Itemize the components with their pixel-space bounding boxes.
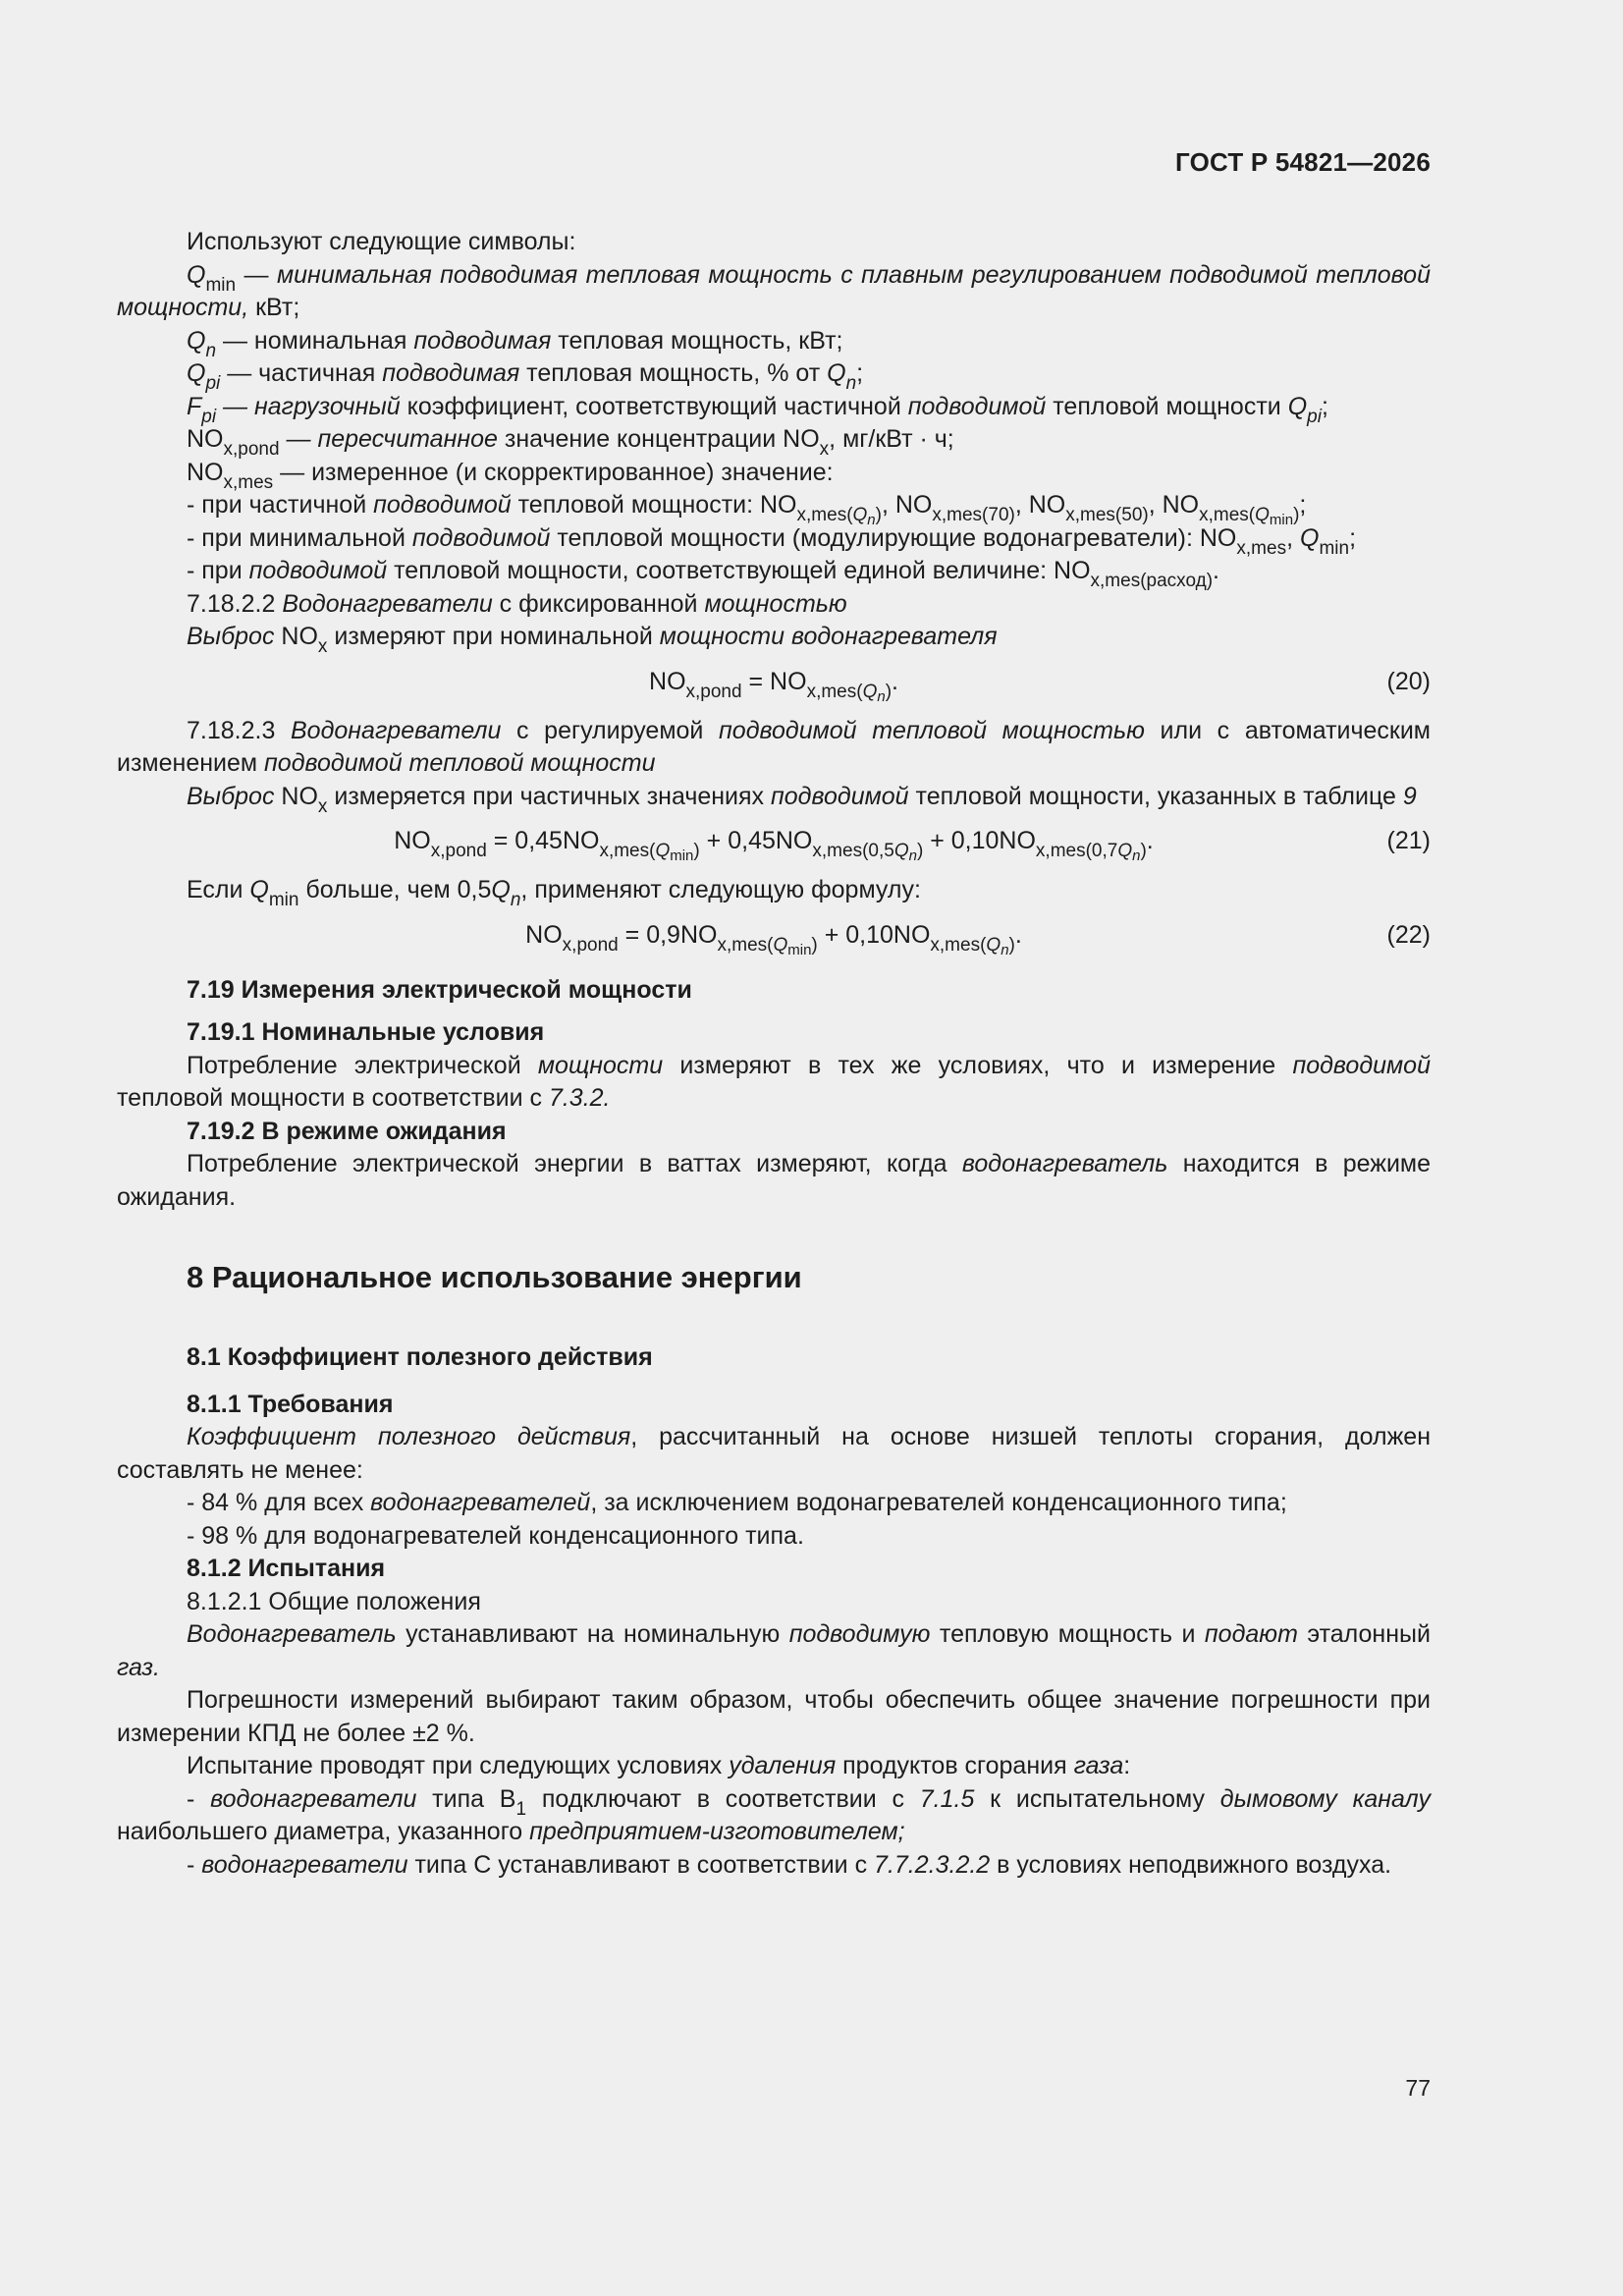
formula-number: (21)	[1386, 827, 1431, 854]
paragraph: Потребление электрической энергии в ваттах измеряют, когда водонагреватель находится в режиме ожидания.	[117, 1150, 1432, 1211]
formula-22: $NO_{x,pond} = 0,9NO_{x,mes(Q_{min})} + 0,10NO_{x,mes(Q_n)}$. (22)	[525, 920, 1431, 958]
formula-number: (22)	[1386, 920, 1431, 949]
symbol-qmin: $Q_{min}$ — минимальная подводимая тепловая мощность с плавным регулированием подводимой тепловой мощности, кВт;	[117, 260, 1431, 321]
paragraph: Потребление электрической мощности измеряют в тех же условиях, что и измерение подводимой тепловой мощности в соответствии с 7.3.2.	[117, 1051, 1431, 1112]
paragraph: Испытание проводят при следующих условиях удаления продуктов сгорания газа:	[187, 1752, 1131, 1779]
page-number: 77	[1405, 2075, 1431, 2101]
list-item: - при подводимой тепловой мощности, соответствующей единой величине: $NO_{x,mes(расход)}$.	[187, 557, 1219, 591]
list-item: - при минимальной подводимой тепловой мощности (модулирующие водонагреватели): $NO_{x,mes}$, $Q_{min}$;	[187, 523, 1357, 559]
clause-7-18-2-2: 7.18.2.2 Водонагреватели с фиксированной мощностью	[187, 589, 847, 618]
heading-7-19-1: 7.19.1 Номинальные условия	[187, 1018, 545, 1046]
document-body	[117, 226, 1431, 1882]
clause-8-1-2-1: 8.1.2.1 Общие положения	[187, 1587, 481, 1615]
document-header: ГОСТ Р 54821—2026	[1175, 147, 1431, 177]
clause-7-18-2-3: 7.18.2.3 Водонагреватели с регулируемой подводимой тепловой мощностью или с автоматическим изменением подводимой тепловой мощности	[117, 716, 1431, 777]
paragraph: Выброс $NO_x$ измеряется при частичных значениях подводимой тепловой мощности, указанных в таблице 9	[187, 782, 1417, 817]
paragraph: Погрешности измерений выбирают таким образом, чтобы обеспечить общее значение погрешности при измерении КПД не более ±2 %.	[117, 1686, 1431, 1747]
heading-7-19: 7.19 Измерения электрической мощности	[187, 975, 692, 1004]
symbol-qpi: $Q_{pi}$ — частичная подводимая тепловая мощность, % от $Q_n$;	[187, 359, 864, 394]
list-item: - 84 % для всех водонагревателей, за исключением водонагревателей конденсационного типа;	[187, 1489, 1287, 1516]
symbol-qn: $Q_n$ — номинальная подводимая тепловая мощность, кВт;	[187, 326, 843, 361]
symbol-nox-pond: $NO_{x,pond}$ — пересчитанное значение концентрации $NO_x$, мг/кВт · ч;	[187, 425, 954, 460]
formula-21: $NO_{x,pond} = 0,45NO_{x,mes(Q_{min})} + 0,45NO_{x,mes(0,5Q_n)} + 0,10NO_{x,mes(0,7Q_n)}$. (21)	[394, 827, 1431, 864]
paragraph: Используют следующие символы:	[187, 228, 576, 255]
heading-8-1: 8.1 Коэффициент полезного действия	[187, 1343, 653, 1371]
heading-section-8: 8 Рациональное использование энергии	[187, 1260, 802, 1294]
heading-8-1-1: 8.1.1 Требования	[187, 1390, 394, 1418]
formula-number: (20)	[1386, 667, 1431, 695]
symbol-nox-mes: $NO_{x,mes}$ — измеренное (и скорректированное) значение:	[187, 458, 834, 493]
paragraph: Выброс $NO_x$ измеряют при номинальной мощности водонагревателя	[187, 623, 998, 657]
list-item: - водонагреватели типа С устанавливают в соответствии с 7.7.2.3.2.2 в условиях неподвижного воздуха.	[187, 1850, 1392, 1879]
paragraph: Коэффициент полезного действия, рассчитанный на основе низшей теплоты сгорания, должен составлять не менее:	[117, 1423, 1431, 1484]
list-item: - при частичной подводимой тепловой мощности: $NO_{x,mes(Q_n)}$, $NO_{x,mes(70)}$, $NO_{x,mes(50)}$, $NO_{x,mes(Q_{min})}$;	[187, 491, 1307, 528]
list-item: - 98 % для водонагревателей конденсационного типа.	[187, 1521, 804, 1550]
paragraph: Водонагреватель устанавливают на номинальную подводимую тепловую мощность и подают эталонный газ.	[117, 1620, 1431, 1681]
heading-7-19-2: 7.19.2 В режиме ожидания	[187, 1117, 507, 1145]
list-item: - водонагреватели типа $B_1$ подключают в соответствии с 7.1.5 к испытательному дымовому каналу наибольшего диаметра, указанного предприятием-изготовителем;	[117, 1784, 1431, 1845]
paragraph: Если $Q_{min}$ больше, чем $0,5Q_n$, применяют следующую формулу:	[187, 876, 921, 910]
symbol-fpi: $F_{pi}$ — нагрузочный коэффициент, соответствующий частичной подводимой тепловой мощности $Q_{pi}$;	[187, 392, 1328, 427]
heading-8-1-2: 8.1.2 Испытания	[187, 1555, 386, 1582]
formula-20: $NO_{x,pond} = NO_{x,mes(Q_n)}$. (20)	[649, 667, 1431, 705]
